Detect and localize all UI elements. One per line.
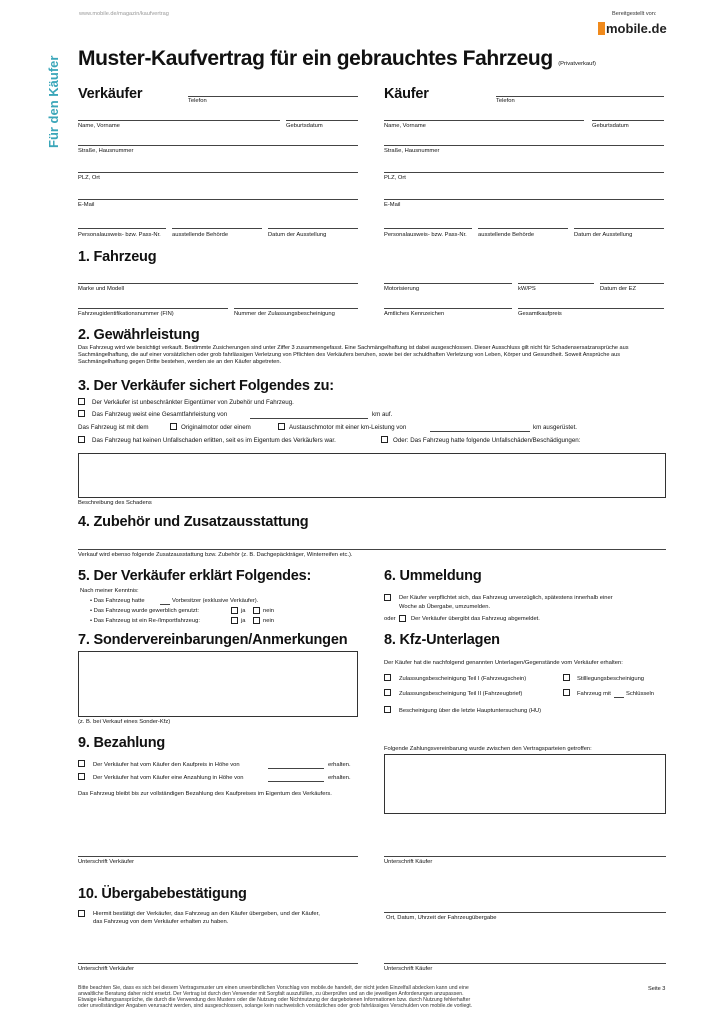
owner-text: Der Verkäufer ist unbeschränkter Eigentümer von Zubehör und Fahrzeug.	[92, 399, 294, 406]
mileage-input[interactable]	[250, 418, 368, 419]
import-no-label: nein	[263, 618, 274, 624]
doc-hu-checkbox[interactable]	[384, 706, 391, 713]
handover-text-1: Hiermit bestätigt der Verkäufer, das Fahrzeug an den Käufer übergeben, und der Käufer,	[93, 911, 320, 917]
buyer-issue-line[interactable]	[574, 228, 664, 229]
payment-agreement-box[interactable]	[384, 754, 666, 814]
documents-intro: Der Käufer hat die nachfolgend genannten Unterlagen/Gegenstände vom Verkäufer erhalten:	[384, 660, 623, 666]
section-10-heading: 10. Übergabebestätigung	[78, 886, 247, 902]
engine-line[interactable]	[384, 283, 512, 284]
handover-place-label: Ort, Datum, Uhrzeit der Fahrzeugübergabe	[386, 915, 497, 921]
buyer-email-label: E-Mail	[384, 202, 401, 208]
buyer-authority-label: ausstellende Behörde	[478, 232, 535, 238]
buyer-city-line[interactable]	[384, 172, 664, 173]
seller-authority-label: ausstellende Behörde	[172, 232, 229, 238]
doc-part2-checkbox[interactable]	[384, 689, 391, 696]
handover-seller-signature-line[interactable]	[78, 963, 358, 964]
buyer-email-line[interactable]	[384, 199, 664, 200]
section-4-heading: 4. Zubehör und Zusatzausstattung	[78, 514, 309, 530]
accessories-line[interactable]	[78, 549, 666, 550]
seller-email-label: E-Mail	[78, 202, 95, 208]
price-line[interactable]	[518, 308, 664, 309]
accessories-label: Verkauf wird ebenso folgende Zusatzausstattung bzw. Zubehör (z. B. Dachgepäckträger, Winterreifen etc.).	[78, 552, 353, 558]
import-yes-label: ja	[241, 618, 246, 624]
deposit-text: Der Verkäufer hat vom Käufer eine Anzahlung in Höhe von	[93, 775, 244, 781]
engine-label: Motorisierung	[384, 286, 420, 292]
ez-label: Datum der EZ	[600, 286, 637, 292]
deregistered-checkbox[interactable]	[399, 615, 406, 622]
plate-line[interactable]	[384, 308, 512, 309]
buyer-street-label: Straße, Hausnummer	[384, 148, 440, 154]
handover-text-2: das Fahrzeug von dem Verkäufer erhalten zu haben.	[93, 919, 229, 925]
doc-keys-suffix: Schlüsseln	[626, 691, 655, 697]
seller-id-label: Personalausweis- bzw. Pass-Nr.	[78, 232, 161, 238]
mileage-unit: km auf.	[372, 411, 393, 418]
doc-part1-label: Zulassungsbescheinigung Teil I (Fahrzeugschein)	[399, 676, 527, 682]
buyer-issue-label: Datum der Ausstellung	[574, 232, 633, 238]
damage-box[interactable]	[78, 453, 666, 498]
side-tab-buyer: Für den Käufer	[46, 55, 61, 148]
seller-city-label: PLZ, Ort	[78, 175, 100, 181]
bullet-commercial: • Das Fahrzeug wurde gewerblich genutzt:	[90, 608, 200, 614]
reregister-checkbox[interactable]	[384, 594, 391, 601]
original-engine-checkbox[interactable]	[170, 423, 177, 430]
mobile-de-logo: mobile.de	[598, 21, 667, 36]
owner-checkbox[interactable]	[78, 398, 85, 405]
seller-birth-label: Geburtsdatum	[286, 123, 323, 129]
knowledge-intro: Nach meiner Kenntnis:	[80, 588, 139, 594]
seller-phone-line[interactable]	[188, 96, 358, 97]
footer-disclaimer: Bitte beachten Sie, dass es sich bei diesem Vertragsmuster um einen unverbindlichen Vorschlag von mobile.de handelt, der nicht jeden Einzelfall abdecken kann und eine anwaltliche Beratung daher nicht ersetzt. Der Vertrag ist durch den Verwender mit Sorgfalt auszufüllen, zu überprüfen und an die jeweiligen Anforderungen anzupassen. Etwaige Haftungsansprüche, die durch die Verwendung des Musters oder die Nutzung oder Nichtnutzung der dargebotenen Informationen bzw. durch Nutzung fehlerhafter oder unvollständiger Angaben verursacht werden, sind ausgeschlossen, solange kein nachweislich vorsätzliches oder grob fahrlässiges Verschulden von mobile.de vorliegt.	[78, 985, 473, 1009]
seller-heading: Verkäufer	[78, 86, 143, 102]
seller-name-line[interactable]	[78, 120, 280, 121]
exchange-engine-checkbox[interactable]	[278, 423, 285, 430]
buyer-id-label: Personalausweis- bzw. Pass-Nr.	[384, 232, 467, 238]
doc-part2-label: Zulassungsbescheinigung Teil II (Fahrzeugbrief)	[399, 691, 523, 697]
warranty-text: Das Fahrzeug wird wie besichtigt verkauft. Bestimmte Zusicherungen sind unter Ziffer 3 zusammengefasst. Eine Sachmängelhaftung ist dabei ausgeschlossen. Dieser Ausschluss gilt nicht für Schadensersatzansprüche aus Sachmängelhaftung, die auf einer vorsätzlichen oder grob fahrlässigen Verletzung von Pflichten des Verkäufers beruhen, sowie bei der schuldhaften Verletzung von Leben, Körper und Gesundheit. Soweit Ansprüche aus Sachmängelhaftung gegen Dritte bestehen, werden sie an den Käufer abgetreten.	[78, 345, 629, 365]
commercial-yes-label: ja	[241, 608, 246, 614]
buyer-city-label: PLZ, Ort	[384, 175, 406, 181]
page-title: Muster-Kaufvertrag für ein gebrauchtes Fahrzeug (Privatverkauf)	[78, 47, 596, 70]
section-7-heading: 7. Sondervereinbarungen/Anmerkungen	[78, 632, 348, 648]
owners-count-input[interactable]	[160, 604, 170, 605]
owners-suffix: Vorbesitzer (exklusive Verkäufer).	[172, 598, 259, 604]
buyer-phone-label: Telefon	[496, 98, 515, 104]
ez-line[interactable]	[600, 283, 664, 284]
full-payment-input[interactable]	[268, 768, 324, 769]
keys-count-input[interactable]	[614, 697, 624, 698]
section-3-heading: 3. Der Verkäufer sichert Folgendes zu:	[78, 378, 334, 394]
payment-buyer-signature-line[interactable]	[384, 856, 666, 857]
payment-seller-signature-line[interactable]	[78, 856, 358, 857]
handover-checkbox[interactable]	[78, 910, 85, 917]
deposit-checkbox[interactable]	[78, 773, 85, 780]
bullet-import: • Das Fahrzeug ist ein Re-/Importfahrzeug:	[90, 618, 200, 624]
zb-line[interactable]	[234, 308, 358, 309]
buyer-street-line[interactable]	[384, 145, 664, 146]
make-label: Marke und Modell	[78, 286, 125, 292]
section-9-heading: 9. Bezahlung	[78, 735, 166, 751]
commercial-yes-checkbox[interactable]	[231, 607, 238, 614]
doc-hu-label: Bescheinigung über die letzte Hauptuntersuchung (HU)	[399, 708, 542, 714]
mileage-checkbox[interactable]	[78, 410, 85, 417]
make-line[interactable]	[78, 283, 358, 284]
section-5-heading: 5. Der Verkäufer erklärt Folgendes:	[78, 568, 312, 584]
title-suffix: (Privatverkauf)	[558, 61, 596, 67]
buyer-birth-line[interactable]	[592, 120, 664, 121]
doc-part1-checkbox[interactable]	[384, 674, 391, 681]
reregister-text-1: Der Käufer verpflichtet sich, das Fahrzeug unverzüglich, spätestens innerhalb einer	[399, 595, 613, 601]
seller-street-line[interactable]	[78, 145, 358, 146]
buyer-authority-line[interactable]	[478, 228, 568, 229]
section-1-heading: 1. Fahrzeug	[78, 249, 157, 265]
kw-line[interactable]	[518, 283, 594, 284]
damage-label: Beschreibung des Schadens	[78, 500, 152, 506]
accident-checkbox[interactable]	[381, 436, 388, 443]
commercial-no-label: nein	[263, 608, 274, 614]
handover-buyer-signature-label: Unterschrift Käufer	[384, 966, 433, 972]
doc-decommission-label: Stilllegungsbescheinigung	[577, 676, 645, 682]
page-number: Seite 3	[648, 986, 666, 992]
seller-id-line[interactable]	[78, 228, 166, 229]
or-label: oder	[384, 616, 396, 622]
ownership-text: Das Fahrzeug bleibt bis zur vollständigen Bezahlung des Kaufpreises im Eigentum des Verkäufers.	[78, 791, 332, 797]
accident-text: Oder: Das Fahrzeug hatte folgende Unfallschäden/Beschädigungen:	[393, 437, 581, 444]
bullet-owners: • Das Fahrzeug hatte	[90, 598, 145, 604]
buyer-id-line[interactable]	[384, 228, 472, 229]
original-engine-text: Originalmotor oder einem	[181, 424, 251, 431]
fin-line[interactable]	[78, 308, 228, 309]
full-payment-text: Der Verkäufer hat vom Käufer den Kaufpreis in Höhe von	[93, 762, 240, 768]
doc-decommission-checkbox[interactable]	[563, 674, 570, 681]
import-yes-checkbox[interactable]	[231, 617, 238, 624]
exchange-engine-text: Austauschmotor mit einer km-Leistung von	[289, 424, 407, 431]
engine-text: Das Fahrzeug ist mit dem	[78, 424, 149, 431]
deposit-received: erhalten.	[328, 775, 351, 781]
seller-phone-label: Telefon	[188, 98, 207, 104]
doc-keys-checkbox[interactable]	[563, 689, 570, 696]
seller-issue-line[interactable]	[268, 228, 358, 229]
buyer-phone-line[interactable]	[496, 96, 664, 97]
mileage-text: Das Fahrzeug weist eine Gesamtfahrleistung von	[92, 411, 228, 418]
special-agreements-note: (z. B. bei Verkauf eines Sonder-Kfz)	[78, 719, 171, 725]
reregister-text-2: Woche ab Übergabe, umzumelden.	[399, 604, 491, 610]
commercial-no-checkbox[interactable]	[253, 607, 260, 614]
deposit-input[interactable]	[268, 781, 324, 782]
buyer-name-label: Name, Vorname	[384, 123, 426, 129]
special-agreements-box[interactable]	[78, 651, 358, 717]
buyer-heading: Käufer	[384, 86, 429, 102]
logo-mark-icon	[598, 22, 605, 35]
handover-place-line[interactable]	[384, 912, 666, 913]
seller-birth-line[interactable]	[286, 120, 358, 121]
doc-keys-label: Fahrzeug mit	[577, 691, 611, 697]
source-url: www.mobile.de/magazin/kaufvertrag	[79, 11, 169, 17]
section-8-heading: 8. Kfz-Unterlagen	[384, 632, 500, 648]
payment-agreement-label: Folgende Zahlungsvereinbarung wurde zwischen den Vertragsparteien getroffen:	[384, 746, 592, 752]
exchange-km-unit: km ausgerüstet.	[533, 424, 578, 431]
deregistered-text: Der Verkäufer übergibt das Fahrzeug abgemeldet.	[411, 616, 540, 622]
import-no-checkbox[interactable]	[253, 617, 260, 624]
seller-name-label: Name, Vorname	[78, 123, 120, 129]
handover-seller-signature-label: Unterschrift Verkäufer	[78, 966, 135, 972]
seller-authority-line[interactable]	[172, 228, 262, 229]
fin-label: Fahrzeugidentifikationsnummer (FIN)	[78, 311, 174, 317]
seller-email-line[interactable]	[78, 199, 358, 200]
payment-seller-signature-label: Unterschrift Verkäufer	[78, 859, 135, 865]
full-payment-received: erhalten.	[328, 762, 351, 768]
seller-street-label: Straße, Hausnummer	[78, 148, 134, 154]
buyer-name-line[interactable]	[384, 120, 584, 121]
sponsor-label: Bereitgestellt von:	[612, 11, 657, 17]
no-accident-text: Das Fahrzeug hat keinen Unfallschaden erlitten, seit es im Eigentum des Verkäufers war.	[92, 437, 336, 444]
seller-issue-label: Datum der Ausstellung	[268, 232, 327, 238]
section-2-heading: 2. Gewährleistung	[78, 327, 200, 343]
payment-buyer-signature-label: Unterschrift Käufer	[384, 859, 433, 865]
kw-label: kW/PS	[518, 286, 536, 292]
zb-label: Nummer der Zulassungsbescheinigung	[234, 311, 335, 317]
plate-label: Amtliches Kennzeichen	[384, 311, 445, 317]
handover-buyer-signature-line[interactable]	[384, 963, 666, 964]
seller-city-line[interactable]	[78, 172, 358, 173]
price-label: Gesamtkaufpreis	[518, 311, 562, 317]
section-6-heading: 6. Ummeldung	[384, 568, 482, 584]
exchange-km-input[interactable]	[430, 431, 530, 432]
full-payment-checkbox[interactable]	[78, 760, 85, 767]
no-accident-checkbox[interactable]	[78, 436, 85, 443]
buyer-birth-label: Geburtsdatum	[592, 123, 629, 129]
